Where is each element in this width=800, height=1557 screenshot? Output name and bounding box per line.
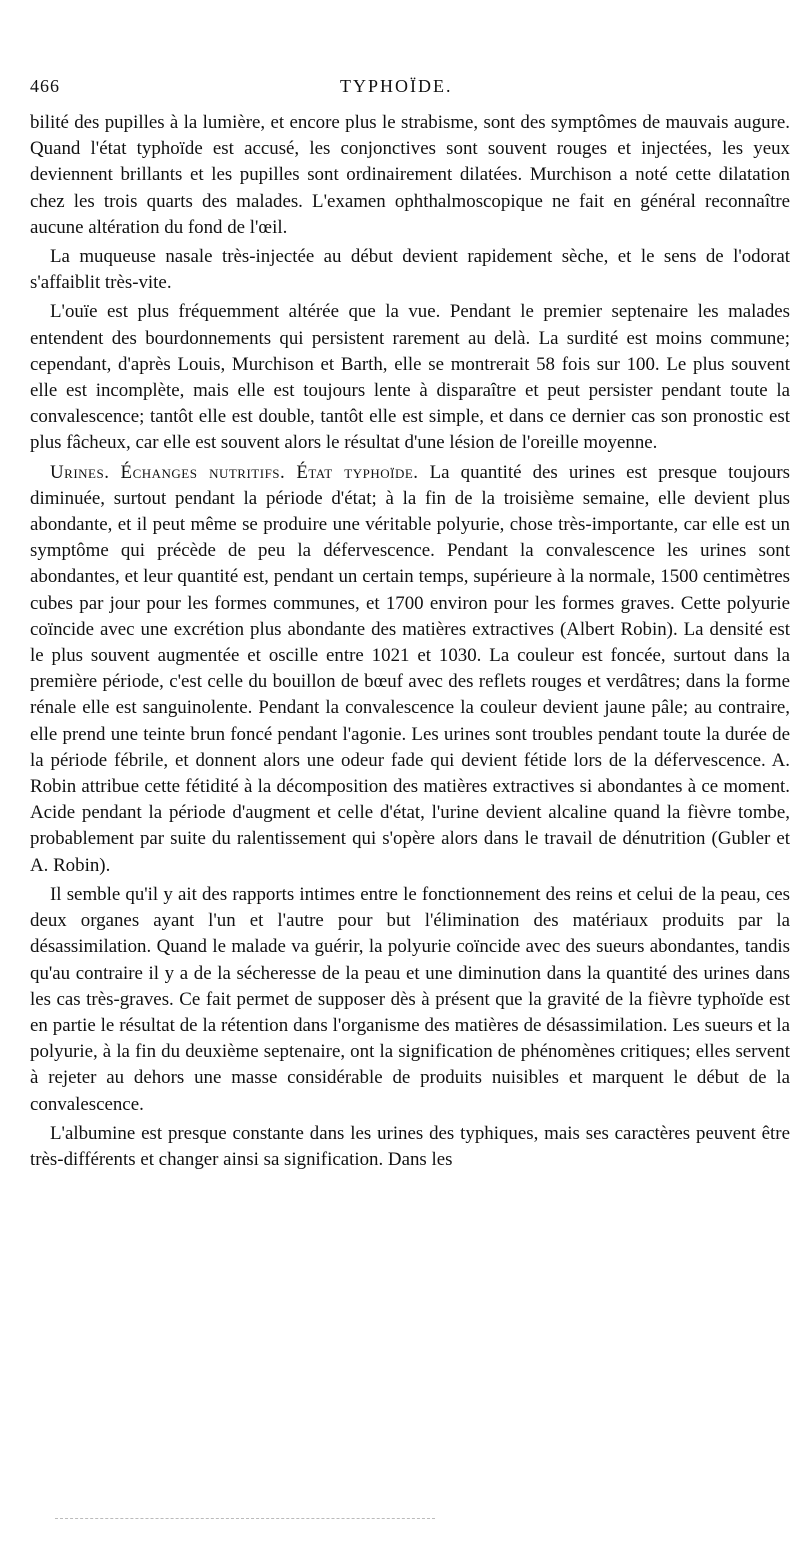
paragraph-kidneys-skin: Il semble qu'il y ait des rapports intimes entre le fonctionnement des reins et celui de la peau, ces deux organes ayant l'un et l'autre pour but l'élimination des matériaux produits par la désassimilation. Quand le malade va guérir, la polyurie coïncide avec des sueurs abondantes, tandis qu'au contraire il y a de la sécheresse de la peau et une diminution dans la quantité des urines dans les cas très-graves. Ce fait permet de supposer dès à présent que la gravité de la fièvre typhoïde est en partie le résultat de la rétention dans l'organisme des matières de désassimilation. Les sueurs et la polyurie, à la fin du deuxième septenaire, ont la signification de phénomènes critiques; elles servent à rejeter au dehors une masse considérable de produits nuisibles et marquent le début de la convalescence. [30, 883, 790, 1115]
urines-text: La quantité des urines est presque toujours diminuée, surtout pendant la période d'état; à la fin de la troisième semaine, elle devient plus abondante, et il peut même se produire une véritable polyurie, chose très-importante, car elle est un symptôme qui précède de peu la défervescence. Pendant la convalescence les urines sont abondantes, et leur quantité est, pendant un certain temps, supérieure à la normale, 1500 centimètres cubes par jour pour les formes communes, et 1700 environ pour les formes graves. Cette polyurie coïncide avec une excrétion plus abondante des matières extractives (Albert Robin). La densité est le plus souvent augmentée et oscille entre 1021 et 1030. La couleur est foncée, surtout dans la première période, c'est celle du bouillon de bœuf avec des reflets rouges et verdâtres; dans la forme rénale elle est sanguinolente. Pendant la convalescence la couleur devient jaune pâle; au contraire, elle prend une teinte brun foncé pendant l'agonie. Les urines sont troubles pendant toute la durée de la période fébrile, et donnent alors une odeur fade qui devient fétide lors de la défervescence. A. Robin attribue cette fétidité à la décomposition des matières extractives si abondantes à ce moment. Acide pendant la période d'augment et celle d'état, l'urine devient alcaline quand la fièvre tombe, probablement par suite du ralentissement qui s'opère alors dans le travail de dénutrition (Gubler et A. Robin). [30, 461, 790, 876]
paragraph-nasal-mucosa: La muqueuse nasale très-injectée au début devient rapidement sèche, et le sens de l'odorat s'affaiblit très-vite. [30, 246, 790, 294]
paragraph-hearing: L'ouïe est plus fréquemment altérée que la vue. Pendant le premier septenaire les malades entendent des bourdonnements qui persistent rarement au delà. La surdité est moins commune; cependant, d'après Louis, Murchison et Barth, elle se montrerait 58 fois sur 100. Le plus souvent elle est incomplète, mais elle est toujours lente à disparaître et peut persister pendant toute la convalescence; tantôt elle est double, tantôt elle est simple, et dans ce dernier cas son pronostic est plus fâcheux, car elle est souvent alors le résultat d'une lésion de l'oreille moyenne. [30, 301, 790, 454]
section-heading-urines: Urines. [50, 461, 110, 483]
running-title: TYPHOÏDE. [340, 76, 453, 96]
book-page [30, 76, 790, 1176]
section-heading-nutritional-exchanges: Échanges nutritifs. [120, 461, 286, 483]
page-number: 466 [30, 76, 60, 96]
paragraph-albumin: L'albumine est presque constante dans les urines des typhiques, mais ses caractères peuvent être très-différents et changer ainsi sa signification. Dans les [30, 1122, 790, 1170]
paragraph-pupils: bilité des pupilles à la lumière, et encore plus le strabisme, sont des symptômes de mauvais augure. Quand l'état typhoïde est accusé, les conjonctives sont souvent rouges et injectées, les yeux deviennent brillants et les pupilles sont ordinairement dilatées. Murchison a noté cette dilatation chez les trois quarts des malades. L'examen ophthalmoscopique ne fait en général reconnaître aucune altération du fond de l'œil. [30, 112, 790, 238]
footer-rule [55, 1518, 435, 1519]
body-text [30, 110, 790, 1173]
page-header [30, 76, 790, 102]
section-heading-typhoid-state: État typhoïde. [296, 461, 419, 483]
paragraph-urines [30, 460, 790, 879]
